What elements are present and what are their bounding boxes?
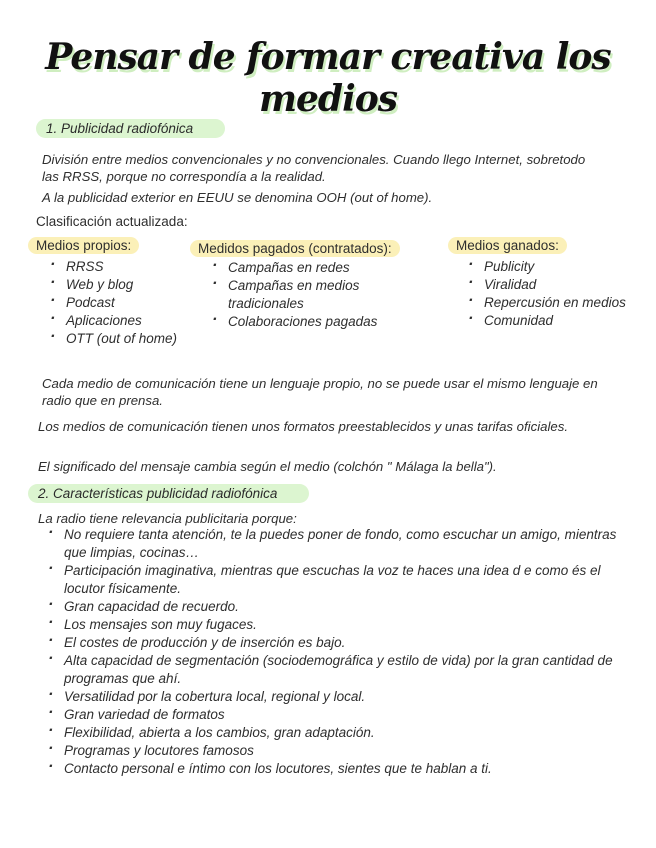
- list-item: · Versatilidad por la cobertura local, regional y local.: [44, 688, 634, 706]
- classification-label: Clasificación actualizada:: [36, 214, 188, 229]
- list-item: · Web y blog: [44, 276, 194, 294]
- section-2-intro: La radio tiene relevancia publicitaria porque:: [38, 511, 297, 526]
- list-item: · Podcast: [44, 294, 194, 312]
- list-item: · Repercusión en medios: [462, 294, 652, 312]
- list-item: · Campañas en redes: [206, 259, 396, 277]
- list-item: · Aplicaciones: [44, 312, 194, 330]
- paragraph-formats: Los medios de comunicación tienen unos formatos preestablecidos y unas tarifas oficiales.: [38, 419, 568, 434]
- list-item: · Comunidad: [462, 312, 652, 330]
- own-media-label: Medios propios:: [28, 237, 139, 254]
- list-item: · Colaboraciones pagadas: [206, 313, 396, 331]
- list-item: · Contacto personal e íntimo con los locutores, sientes que te hablan a ti.: [44, 760, 634, 778]
- earned-media-list: [462, 258, 652, 330]
- intro-paragraph-2: A la publicidad exterior en EEUU se denomina OOH (out of home).: [42, 190, 433, 205]
- list-item: · Viralidad: [462, 276, 652, 294]
- paragraph-language: Cada medio de comunicación tiene un lenguaje propio, no se puede usar el mismo lenguaje en radio que en prensa.: [42, 376, 598, 408]
- own-media-list: [44, 258, 194, 348]
- list-item: · Programas y locutores famosos: [44, 742, 634, 760]
- list-item: · OTT (out of home): [44, 330, 194, 348]
- list-item: · Los mensajes son muy fugaces.: [44, 616, 634, 634]
- list-item: · Gran variedad de formatos: [44, 706, 634, 724]
- paid-media-list: [206, 259, 396, 331]
- characteristics-list: [44, 526, 634, 778]
- section-1-heading: 1. Publicidad radiofónica: [36, 119, 225, 138]
- paragraph-meaning: El significado del mensaje cambia según el medio (colchón " Málaga la bella").: [38, 459, 497, 474]
- list-item: · El costes de producción y de inserción es bajo.: [44, 634, 634, 652]
- list-item: · Alta capacidad de segmentación (sociodemográfica y estilo de vida) por la gran cantidad de programas que ahí.: [44, 652, 634, 688]
- intro-paragraph-1: División entre medios convencionales y no convencionales. Cuando llego Internet, sobretodo las RRSS, porque no correspondía a la realidad.: [42, 152, 586, 184]
- section-2-heading: 2. Características publicidad radiofónica: [28, 484, 309, 503]
- earned-media-label: Medios ganados:: [448, 237, 567, 254]
- paid-media-label: Medidos pagados (contratados):: [190, 240, 400, 257]
- list-item: · Flexibilidad, abierta a los cambios, gran adaptación.: [44, 724, 634, 742]
- list-item: · Gran capacidad de recuerdo.: [44, 598, 634, 616]
- list-item: · Campañas en medios tradicionales: [206, 277, 396, 313]
- list-item: · No requiere tanta atención, te la puedes poner de fondo, como escuchar un amigo, mientras que limpias, cocinas…: [44, 526, 634, 562]
- list-item: · RRSS: [44, 258, 194, 276]
- list-item: · Publicity: [462, 258, 652, 276]
- page-title: Pensar de formar creativa los medios: [45, 36, 611, 120]
- list-item: · Participación imaginativa, mientras que escuchas la voz te haces una idea d e como és el locutor físicamente.: [44, 562, 634, 598]
